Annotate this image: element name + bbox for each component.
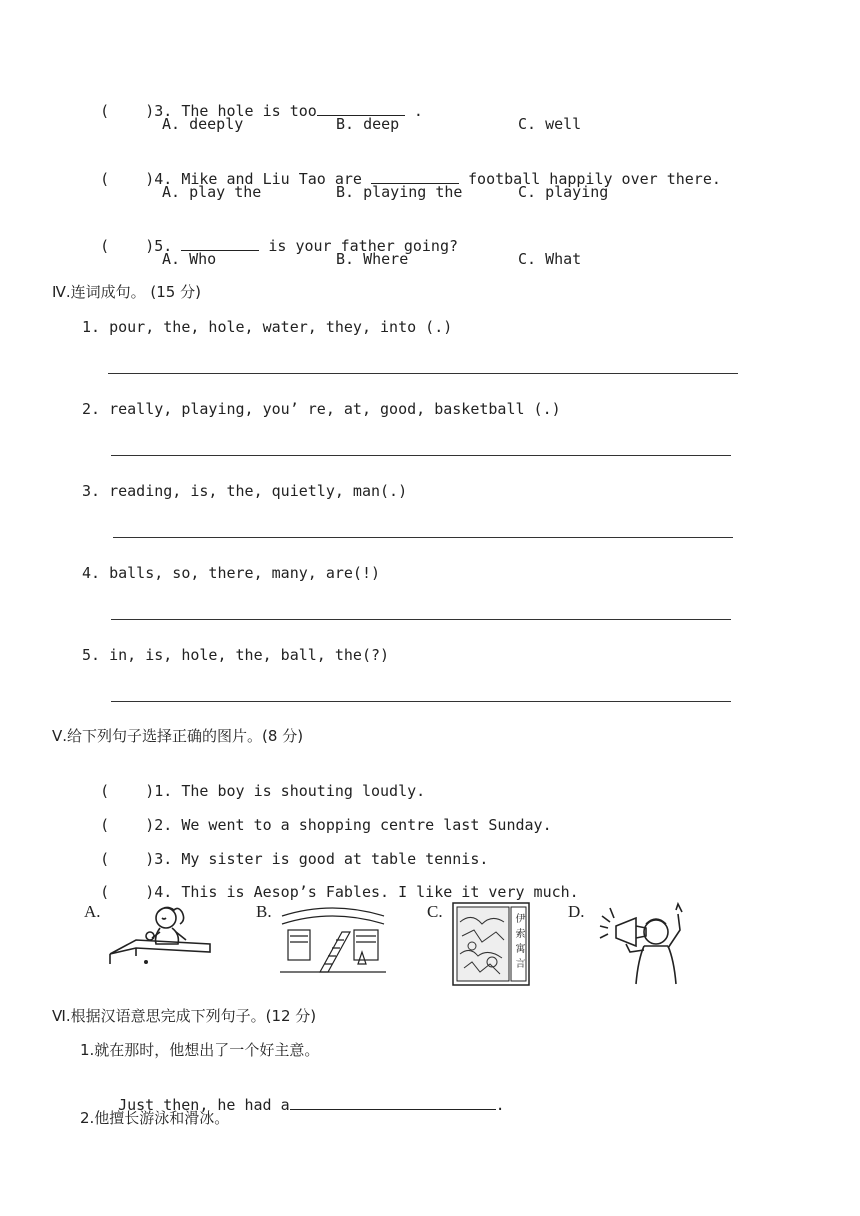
option-b: B. deep (336, 115, 400, 133)
picture-question: ( )3. My sister is good at table tennis. (100, 850, 489, 868)
option-b: B. Where (336, 250, 409, 268)
answer-paren[interactable]: ( ) (100, 816, 155, 834)
question-number: 4. (154, 170, 173, 188)
answer-paren[interactable]: ( ) (100, 782, 155, 800)
answer-paren[interactable]: ( ) (100, 170, 155, 188)
question-4: ( )4. Mike and Liu Tao are football happily over there. (100, 170, 721, 188)
option-a: A. Who (162, 250, 217, 268)
word-order-item: 4. balls, so, there, many, are(!) (82, 564, 381, 582)
picture-label-d: D. (568, 902, 585, 921)
girl-table-tennis-icon (106, 900, 216, 988)
chinese-sentence: 2.他擅长游泳和滑冰。 (80, 1109, 230, 1127)
shopping-centre-icon (280, 902, 386, 984)
answer-line[interactable] (111, 619, 731, 620)
word-order-item: 1. pour, the, hole, water, they, into (.) (82, 318, 453, 336)
question-number: 5. (154, 237, 173, 255)
answer-paren[interactable]: ( ) (100, 850, 155, 868)
question-number: 3. (154, 102, 173, 120)
man-megaphone-icon (596, 900, 694, 986)
question-5: ( )5. is your father going? (100, 237, 459, 255)
option-c: C. well (518, 115, 582, 133)
picture-label-b: B. (256, 902, 272, 921)
answer-paren[interactable]: ( ) (100, 102, 155, 120)
translation-line: Just then, he had a . (118, 1096, 505, 1114)
option-b: B. playing the (336, 183, 463, 201)
section-heading: Ⅳ.连词成句。 (15 分) (52, 283, 201, 301)
word-order-item: 5. in, is, hole, the, ball, the(?) (82, 646, 390, 664)
answer-line[interactable] (113, 537, 733, 538)
picture-label-c: C. (427, 902, 443, 921)
answer-paren[interactable]: ( ) (100, 237, 155, 255)
picture-question: ( )4. This is Aesop’s Fables. I like it very much. (100, 883, 579, 901)
picture-label-a: A. (84, 902, 101, 921)
section-heading: Ⅴ.给下列句子选择正确的图片。(8 分) (52, 727, 304, 745)
chinese-sentence: 1.就在那时，他想出了一个好主意。 (80, 1041, 320, 1059)
section-heading: Ⅵ.根据汉语意思完成下列句子。(12 分) (52, 1007, 317, 1025)
answer-blank[interactable] (290, 1094, 496, 1110)
book-title-vertical: 伊索寓言 (515, 914, 526, 970)
answer-line[interactable] (111, 455, 731, 456)
answer-line[interactable] (108, 373, 738, 374)
question-3: ( )3. The hole is too . (100, 102, 423, 120)
word-order-item: 3. reading, is, the, quietly, man(.) (82, 482, 408, 500)
option-a: A. play the (162, 183, 262, 201)
question-text: The hole is too (181, 102, 317, 120)
picture-question: ( )2. We went to a shopping centre last Sunday. (100, 816, 552, 834)
answer-paren[interactable]: ( ) (100, 883, 155, 901)
option-c: C. playing (518, 183, 609, 201)
answer-line[interactable] (111, 701, 731, 702)
word-order-item: 2. really, playing, you’ re, at, good, basketball (.) (82, 400, 561, 418)
option-c: C. What (518, 250, 582, 268)
option-a: A. deeply (162, 115, 244, 133)
picture-question: ( )1. The boy is shouting loudly. (100, 782, 426, 800)
